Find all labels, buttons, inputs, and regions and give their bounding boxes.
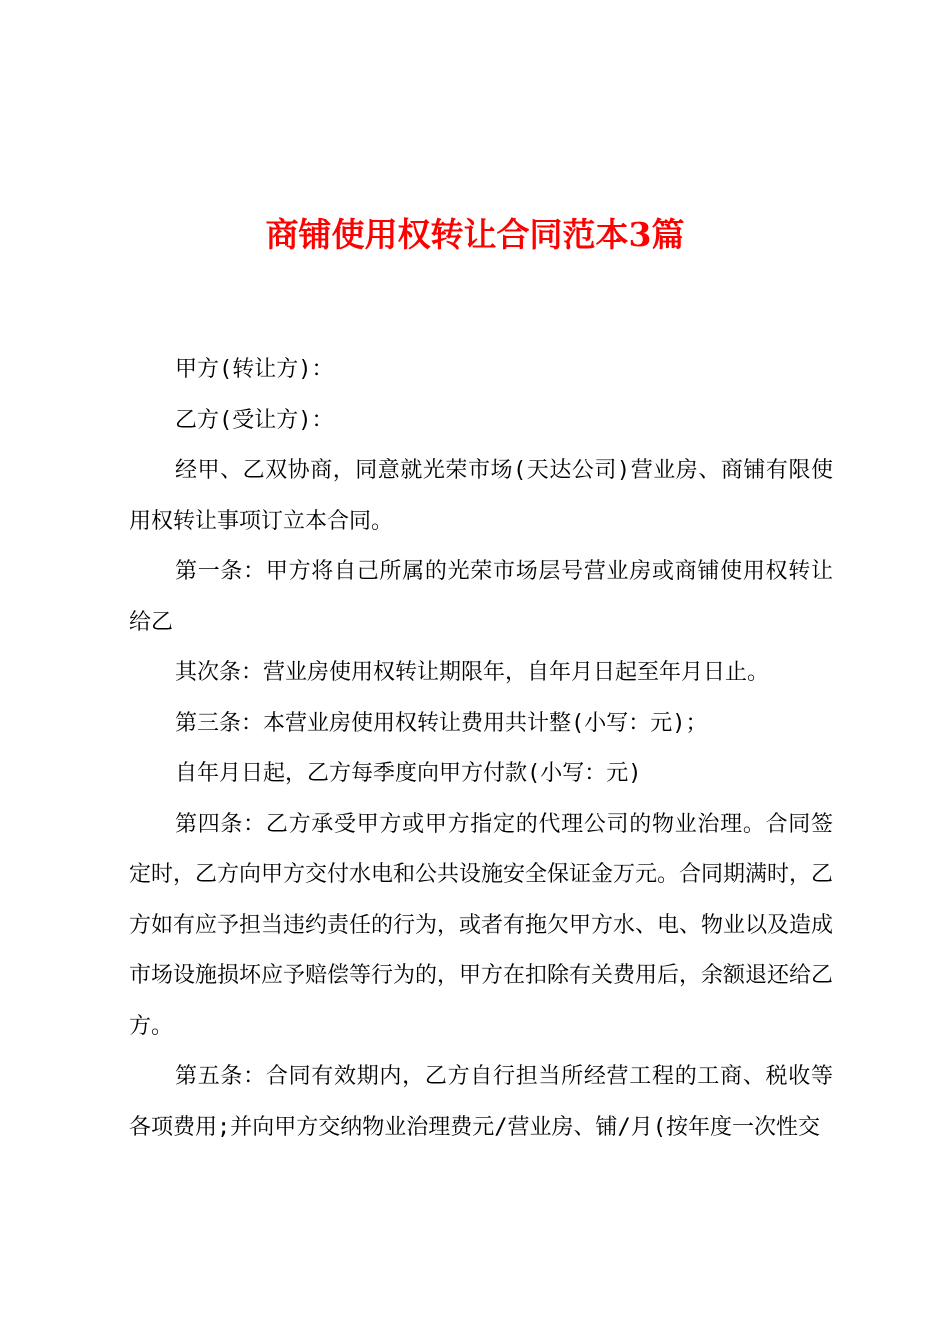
paragraph-agreement-intro: 经甲、乙双协商，同意就光荣市场(天达公司)营业房、商铺有限使用权转让事项订立本合同。 <box>129 458 833 534</box>
paragraph-party-b: 乙方(受让方)： <box>175 407 334 433</box>
paragraph-party-a: 甲方(转让方)： <box>175 357 334 382</box>
document-title: 商铺使用权转让合同范本3篇 <box>265 215 685 254</box>
paragraph-article-3: 第三条：本营业房使用权转让费用共计整(小写：元)； <box>175 710 708 736</box>
paragraph-article-1: 第一条：甲方将自己所属的光荣市场层号营业房或商铺使用权转让给乙 <box>129 559 833 635</box>
paragraph-article-5: 第五条：合同有效期内，乙方自行担当所经营工程的工商、税收等各项费用;并向甲方交纳物业治理费元/营业房、铺/月(按年度一次性交 <box>129 1064 833 1140</box>
document-body <box>129 345 833 1153</box>
paragraph-article-2: 其次条：营业房使用权转让期限年，自年月日起至年月日止。 <box>175 660 770 685</box>
paragraph-payment-schedule: 自年月日起，乙方每季度向甲方付款(小写：元) <box>175 761 642 786</box>
paragraph-article-4: 第四条：乙方承受甲方或甲方指定的代理公司的物业治理。合同签定时，乙方向甲方交付水电和公共设施安全保证金万元。合同期满时，乙方如有应予担当违约责任的行为，或者有拖欠甲方水、电、物业以及造成市场设施损坏应予赔偿等行为的，甲方在扣除有关费用后，余额退还给乙方。 <box>129 811 834 1039</box>
